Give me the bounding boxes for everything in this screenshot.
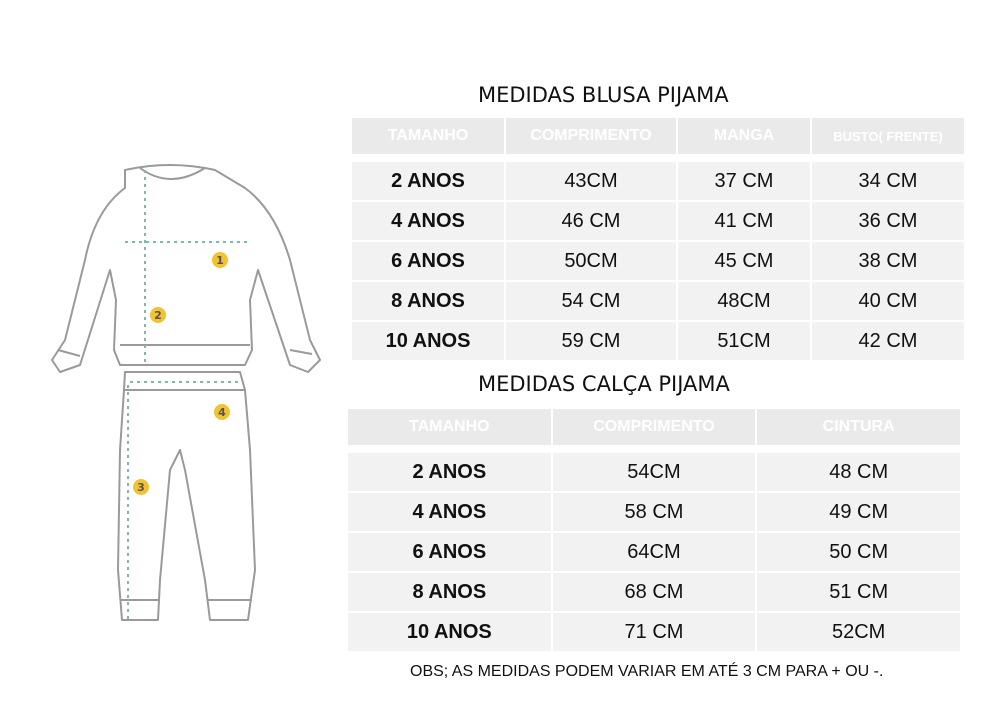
blusa-size-table [350, 116, 966, 362]
table-row [352, 202, 964, 240]
size-cell: 4 ANOS [352, 202, 504, 240]
manga-cell: 45 CM [678, 242, 810, 280]
cintura-cell: 49 CM [757, 493, 960, 531]
pants-outline [118, 372, 255, 620]
comprimento-cell: 58 CM [553, 493, 756, 531]
header-cintura: CINTURA [757, 409, 960, 445]
header-busto: BUSTO( FRENTE) [812, 118, 964, 154]
table-row [348, 453, 960, 491]
calca-title: MEDIDAS CALÇA PIJAMA [478, 372, 730, 396]
cintura-cell: 52CM [757, 613, 960, 651]
pajama-illustration [40, 150, 330, 644]
header-comprimento: COMPRIMENTO [553, 409, 756, 445]
table-header-row [352, 118, 964, 154]
header-comprimento: COMPRIMENTO [506, 118, 676, 154]
table-header-row [348, 409, 960, 445]
comprimento-cell: 54CM [553, 453, 756, 491]
busto-cell: 38 CM [812, 242, 964, 280]
manga-cell: 37 CM [678, 162, 810, 200]
busto-cell: 42 CM [812, 322, 964, 360]
table-row [352, 322, 964, 360]
size-cell: 10 ANOS [348, 613, 551, 651]
size-cell: 4 ANOS [348, 493, 551, 531]
cintura-cell: 50 CM [757, 533, 960, 571]
size-cell: 6 ANOS [348, 533, 551, 571]
header-manga: MANGA [678, 118, 810, 154]
comprimento-cell: 43CM [506, 162, 676, 200]
size-cell: 8 ANOS [352, 282, 504, 320]
blusa-title: MEDIDAS BLUSA PIJAMA [478, 83, 729, 107]
marker-1-label: 1 [216, 254, 224, 267]
header-tamanho: TAMANHO [348, 409, 551, 445]
table-row [348, 533, 960, 571]
size-cell: 2 ANOS [348, 453, 551, 491]
pajama-drawing [40, 150, 330, 640]
header-tamanho: TAMANHO [352, 118, 504, 154]
size-cell: 10 ANOS [352, 322, 504, 360]
comprimento-cell: 59 CM [506, 322, 676, 360]
comprimento-cell: 64CM [553, 533, 756, 571]
comprimento-cell: 68 CM [553, 573, 756, 611]
table-row [348, 613, 960, 651]
table-row [352, 242, 964, 280]
manga-cell: 48CM [678, 282, 810, 320]
marker-2-label: 2 [154, 309, 162, 322]
comprimento-cell: 54 CM [506, 282, 676, 320]
table-row [348, 573, 960, 611]
marker-3-label: 3 [137, 481, 145, 494]
cintura-cell: 48 CM [757, 453, 960, 491]
sweatshirt-outline [52, 165, 320, 372]
manga-cell: 41 CM [678, 202, 810, 240]
calca-size-table [346, 407, 962, 653]
size-cell: 2 ANOS [352, 162, 504, 200]
busto-cell: 40 CM [812, 282, 964, 320]
size-cell: 6 ANOS [352, 242, 504, 280]
manga-cell: 51CM [678, 322, 810, 360]
comprimento-cell: 46 CM [506, 202, 676, 240]
marker-4-label: 4 [218, 406, 226, 419]
table-row [348, 493, 960, 531]
busto-cell: 36 CM [812, 202, 964, 240]
cintura-cell: 51 CM [757, 573, 960, 611]
comprimento-cell: 50CM [506, 242, 676, 280]
busto-cell: 34 CM [812, 162, 964, 200]
size-cell: 8 ANOS [348, 573, 551, 611]
table-row [352, 282, 964, 320]
comprimento-cell: 71 CM [553, 613, 756, 651]
table-row [352, 162, 964, 200]
measurement-note: OBS; AS MEDIDAS PODEM VARIAR EM ATÉ 3 CM PARA + OU -. [410, 663, 884, 680]
